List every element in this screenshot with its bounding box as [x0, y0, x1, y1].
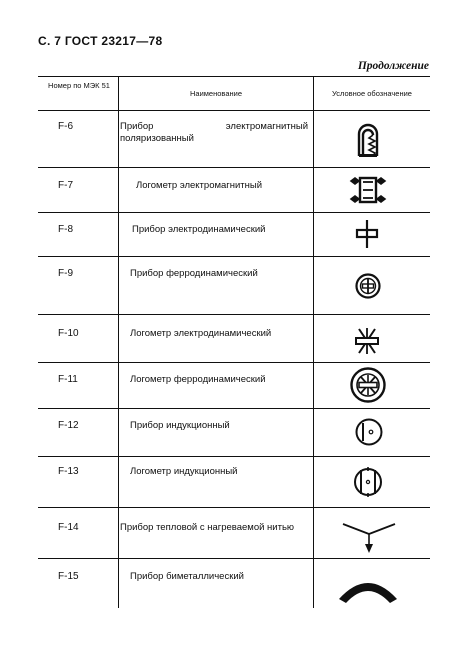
- bimetallic-icon: [335, 569, 401, 605]
- ferrodynamic-logometer-icon: [350, 367, 386, 403]
- row-name: Прибор тепловой с нагреваемой нитью: [120, 522, 295, 533]
- row-name: Логометр электродинамический: [130, 328, 272, 339]
- row-code: F-12: [58, 420, 79, 431]
- row-name: Прибор индукционный: [130, 420, 230, 431]
- polarized-electromagnetic-icon: [353, 120, 383, 160]
- row-name: Прибор биметаллический: [130, 571, 244, 582]
- row-code: F-6: [58, 121, 73, 132]
- column-header-name: Наименование: [190, 89, 242, 98]
- row-name: Прибор электромагнитный поляризованный: [120, 121, 308, 144]
- column-header-symbol: Условное обозначение: [332, 89, 412, 98]
- row-code: F-8: [58, 224, 73, 235]
- row-name: Прибор ферродинамический: [130, 268, 258, 279]
- column-divider-left: [118, 76, 119, 608]
- page-header: С. 7 ГОСТ 23217—78: [38, 34, 163, 48]
- row-code: F-13: [58, 466, 79, 477]
- table-header-rule: [38, 110, 430, 111]
- row-code: F-15: [58, 571, 79, 582]
- electrodynamic-icon: [356, 219, 378, 249]
- row-rule: [38, 507, 430, 508]
- continuation-label: Продолжение: [357, 60, 429, 72]
- row-rule: [38, 408, 430, 409]
- electromagnetic-logometer-icon: [348, 173, 388, 207]
- ferrodynamic-icon: [355, 273, 381, 299]
- induction-icon: [355, 418, 383, 446]
- row-code: F-10: [58, 328, 79, 339]
- column-divider-right: [313, 76, 314, 608]
- row-name: Прибор электродинамический: [132, 224, 266, 235]
- row-code: F-11: [58, 374, 78, 385]
- column-header-number: Номер по МЭК 51: [48, 81, 110, 90]
- induction-logometer-icon: [353, 466, 383, 498]
- row-code: F-9: [58, 268, 73, 279]
- row-code: F-14: [58, 522, 79, 533]
- row-rule: [38, 256, 430, 257]
- row-name: Логометр индукционный: [130, 466, 238, 477]
- row-rule: [38, 558, 430, 559]
- hot-wire-icon: [341, 520, 397, 554]
- row-rule: [38, 362, 430, 363]
- row-rule: [38, 212, 430, 213]
- row-rule: [38, 456, 430, 457]
- row-code: F-7: [58, 180, 73, 191]
- row-rule: [38, 167, 430, 168]
- row-name: Логометр электромагнитный: [136, 180, 263, 191]
- row-name: Логометр ферродинамический: [130, 374, 266, 385]
- table-top-rule: [38, 76, 430, 77]
- row-rule: [38, 314, 430, 315]
- electrodynamic-logometer-icon: [353, 326, 381, 356]
